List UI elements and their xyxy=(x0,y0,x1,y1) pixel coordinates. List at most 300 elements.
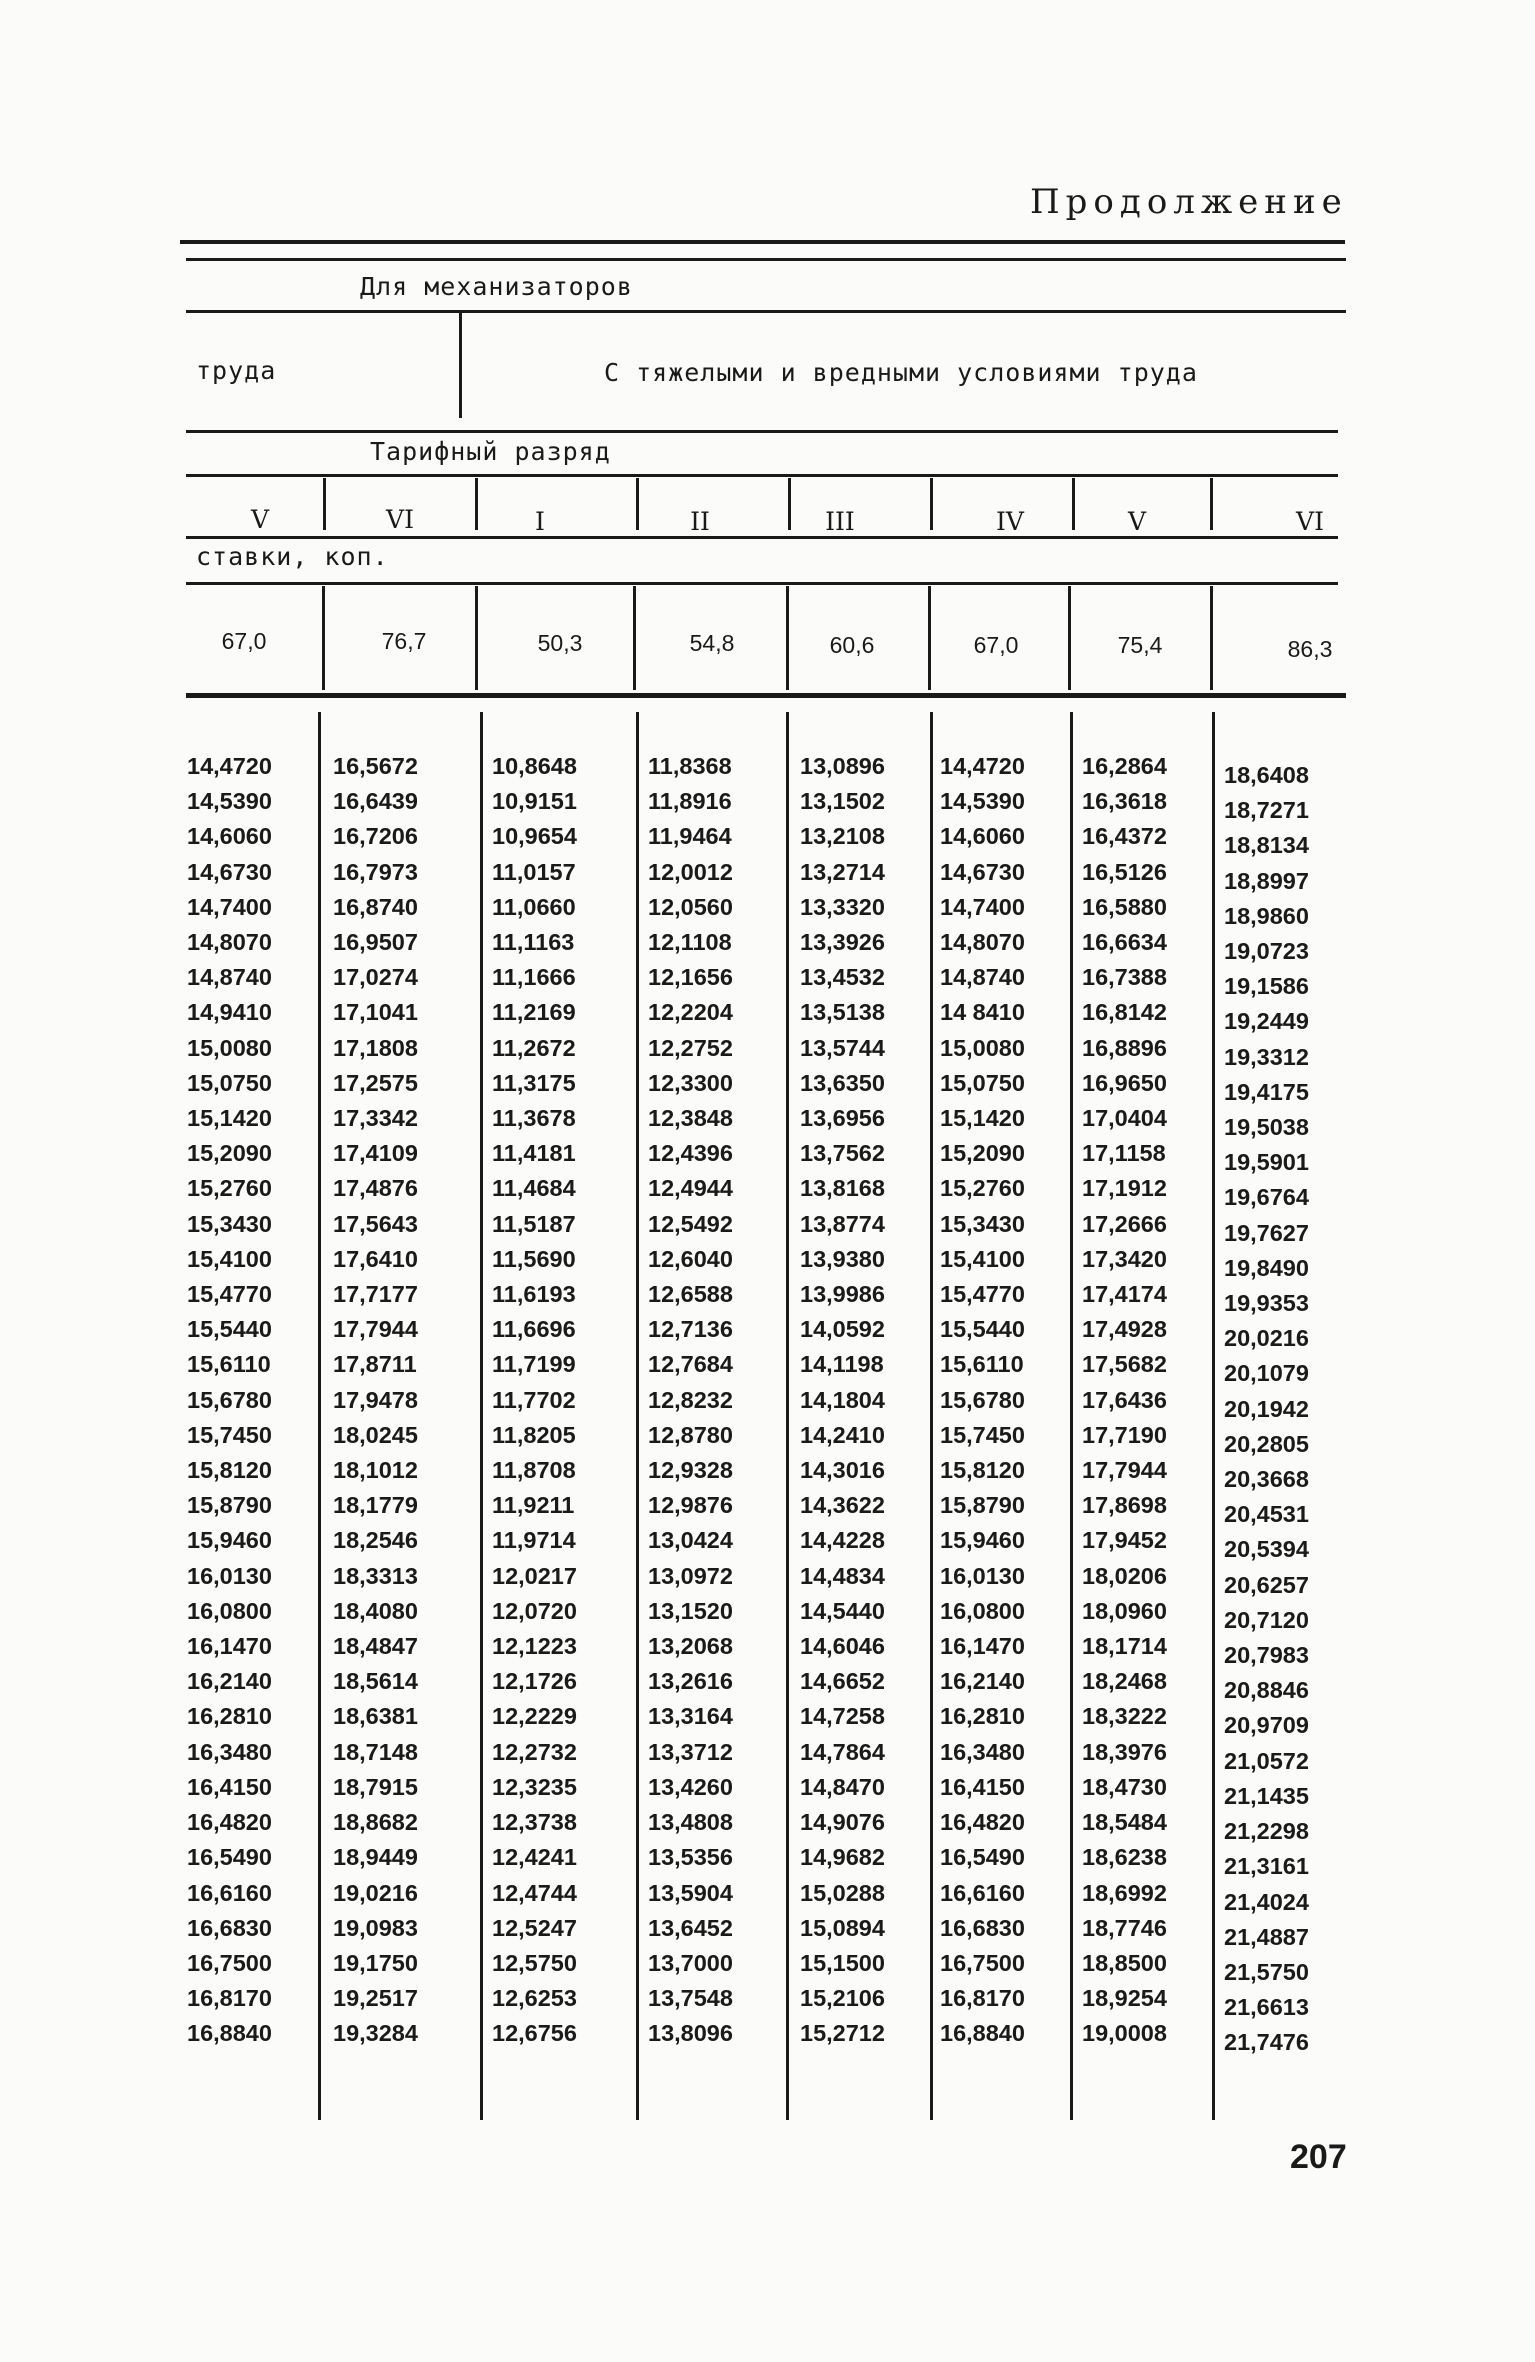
table-cell: 19,4175 xyxy=(1224,1078,1309,1105)
table-cell: 16,8170 xyxy=(940,1985,1025,2012)
table-cell: 19,9353 xyxy=(1224,1290,1309,1317)
top-rule-2 xyxy=(186,258,1346,261)
table-cell: 11,8916 xyxy=(648,788,732,815)
table-cell: 11,2672 xyxy=(492,1034,576,1061)
table-cell: 12,2732 xyxy=(492,1738,577,1765)
header-rates-unit: ставки, коп. xyxy=(196,542,389,571)
table-cell: 14,1198 xyxy=(800,1351,884,1378)
table-cell: 17,6410 xyxy=(333,1245,418,1272)
header-labor: труда xyxy=(196,356,277,385)
table-cell: 16,6160 xyxy=(940,1879,1025,1906)
body-sep-6 xyxy=(1070,712,1073,2120)
table-cell: 13,6350 xyxy=(800,1069,885,1096)
column-4 xyxy=(648,749,733,2052)
table-cell: 15,2090 xyxy=(940,1140,1025,1167)
table-cell: 15,2760 xyxy=(940,1175,1025,1202)
body-sep-4 xyxy=(786,712,789,2120)
table-cell: 15,2106 xyxy=(800,1985,885,2012)
table-cell: 17,0274 xyxy=(333,964,418,991)
table-cell: 16,2810 xyxy=(940,1703,1025,1730)
table-cell: 13,7548 xyxy=(648,1985,733,2012)
table-cell: 13,2068 xyxy=(648,1633,733,1660)
table-cell: 16,3618 xyxy=(1082,788,1167,815)
table-cell: 16,6830 xyxy=(940,1914,1025,1941)
table-cell: 12,0217 xyxy=(492,1562,577,1589)
table-cell: 11,8205 xyxy=(492,1421,576,1448)
table-cell: 14,4720 xyxy=(187,753,272,779)
table-cell: 11,9211 xyxy=(492,1492,575,1519)
table-cell: 17,5643 xyxy=(333,1210,418,1237)
table-cell: 14,7864 xyxy=(800,1738,885,1765)
table-cell: 13,8168 xyxy=(800,1175,885,1202)
table-cell: 11,7702 xyxy=(492,1386,576,1413)
header-tariff-grade: Тарифный разряд xyxy=(370,437,611,466)
table-cell: 16,4372 xyxy=(1082,823,1167,850)
table-cell: 16,8840 xyxy=(940,2020,1025,2047)
table-cell: 18,2468 xyxy=(1082,1668,1167,1695)
column-6 xyxy=(940,749,1025,2052)
table-cell: 16,2810 xyxy=(187,1703,272,1730)
table-cell: 18,7271 xyxy=(1224,797,1309,824)
table-cell: 12,5750 xyxy=(492,1949,577,1976)
table-cell: 16,7500 xyxy=(940,1949,1025,1976)
table-cell: 17,7944 xyxy=(1082,1457,1167,1484)
table-cell: 16,2864 xyxy=(1082,753,1167,779)
table-cell: 14,8070 xyxy=(940,929,1025,956)
table-cell: 14,6730 xyxy=(187,858,272,885)
table-cell: 14,8470 xyxy=(800,1773,885,1800)
table-cell: 12,6756 xyxy=(492,2020,577,2047)
table-cell: 13,9986 xyxy=(800,1281,885,1308)
table-cell: 15,5440 xyxy=(940,1316,1025,1343)
table-cell: 12,5247 xyxy=(492,1914,577,1941)
table-cell: 12,7136 xyxy=(648,1316,733,1343)
grade-sep-2 xyxy=(475,478,478,530)
rate-7: 75,4 xyxy=(1117,632,1163,658)
grade-sep-3 xyxy=(636,478,639,530)
grade-sep-4 xyxy=(788,478,791,530)
table-cell: 17,4928 xyxy=(1082,1316,1167,1343)
table-cell: 15,9460 xyxy=(187,1527,272,1554)
table-cell: 16,8740 xyxy=(333,893,418,920)
table-cell: 16,9650 xyxy=(1082,1069,1167,1096)
table-cell: 13,5744 xyxy=(800,1034,885,1061)
rule-thick-under-rates xyxy=(186,693,1346,698)
table-cell: 18,3222 xyxy=(1082,1703,1167,1730)
grade-5: III xyxy=(825,507,855,536)
table-cell: 13,2714 xyxy=(800,858,885,885)
rule-under-grades xyxy=(186,536,1338,539)
table-cell: 12,4241 xyxy=(492,1844,577,1871)
rate-6: 67,0 xyxy=(973,632,1019,658)
table-cell: 15,2090 xyxy=(187,1140,272,1167)
table-cell: 18,1012 xyxy=(333,1457,418,1484)
table-cell: 16,0800 xyxy=(187,1597,272,1624)
table-cell: 16,7973 xyxy=(333,858,418,885)
table-cell: 18,3313 xyxy=(333,1562,418,1589)
rate-8: 86,3 xyxy=(1287,636,1333,662)
table-cell: 14,8070 xyxy=(187,929,272,956)
table-cell: 16,2140 xyxy=(940,1668,1025,1695)
table-cell: 11,0157 xyxy=(492,858,576,885)
column-3 xyxy=(492,749,577,2052)
table-cell: 13,7562 xyxy=(800,1140,885,1167)
table-cell: 11,8708 xyxy=(492,1457,576,1484)
body-sep-3 xyxy=(636,712,639,2120)
table-cell: 16,7388 xyxy=(1082,964,1167,991)
table-cell: 16,5490 xyxy=(940,1844,1025,1871)
table-cell: 16,0800 xyxy=(940,1597,1025,1624)
rate-sep-1 xyxy=(322,586,325,690)
table-cell: 11,7199 xyxy=(492,1351,576,1378)
table-cell: 18,4847 xyxy=(333,1633,418,1660)
table-cell: 17,7177 xyxy=(333,1281,418,1308)
grade-4: II xyxy=(690,507,710,536)
table-cell: 12,1108 xyxy=(648,929,732,956)
table-cell: 16,4820 xyxy=(187,1809,272,1836)
header-mechanizers: Для механизаторов xyxy=(360,272,633,301)
table-cell: 16,0130 xyxy=(940,1562,1025,1589)
table-cell: 15,8120 xyxy=(940,1457,1025,1484)
table-cell: 18,7148 xyxy=(333,1738,418,1765)
table-cell: 16,2140 xyxy=(187,1668,272,1695)
table-cell: 21,4024 xyxy=(1224,1888,1309,1915)
table-cell: 13,4260 xyxy=(648,1773,733,1800)
table-cell: 16,4150 xyxy=(187,1773,272,1800)
table-cell: 13,5904 xyxy=(648,1879,733,1906)
table-cell: 14,8740 xyxy=(187,964,272,991)
table-cell: 16,3480 xyxy=(187,1738,272,1765)
table-cell: 18,9860 xyxy=(1224,902,1309,929)
rate-3: 50,3 xyxy=(537,630,583,656)
vrule-labor xyxy=(459,312,462,418)
rate-sep-6 xyxy=(1068,586,1071,690)
table-cell: 17,6436 xyxy=(1082,1386,1167,1413)
page-number: 207 xyxy=(1290,2138,1347,2176)
table-cell: 15,1420 xyxy=(940,1105,1025,1132)
table-cell: 14,3622 xyxy=(800,1492,885,1519)
table-cell: 19,1750 xyxy=(333,1949,418,1976)
table-cell: 17,7944 xyxy=(333,1316,418,1343)
table-cell: 15,6780 xyxy=(940,1386,1025,1413)
table-cell: 13,2616 xyxy=(648,1668,733,1695)
table-cell: 18,7915 xyxy=(333,1773,418,1800)
table-cell: 10,9654 xyxy=(492,823,577,850)
column-8 xyxy=(1224,758,1309,2061)
table-cell: 13,3712 xyxy=(648,1738,733,1765)
table-cell: 12,6588 xyxy=(648,1281,733,1308)
table-cell: 15,4100 xyxy=(187,1245,272,1272)
table-cell: 20,6257 xyxy=(1224,1571,1309,1598)
table-cell: 12,4744 xyxy=(492,1879,577,1906)
table-cell: 13,5138 xyxy=(800,999,885,1026)
table-cell: 11,4684 xyxy=(492,1175,576,1202)
table-cell: 13,5356 xyxy=(648,1844,733,1871)
table-cell: 14,6730 xyxy=(940,858,1025,885)
table-cell: 14,0592 xyxy=(800,1316,885,1343)
table-cell: 13,1520 xyxy=(648,1597,733,1624)
table-cell: 15,4100 xyxy=(940,1245,1025,1272)
table-cell: 18,8682 xyxy=(333,1809,418,1836)
rate-sep-4 xyxy=(786,586,789,690)
table-cell: 14,8740 xyxy=(940,964,1025,991)
table-cell: 16,1470 xyxy=(187,1633,272,1660)
table-cell: 11,9464 xyxy=(648,823,732,850)
table-cell: 16,0130 xyxy=(187,1562,272,1589)
table-cell: 15,2712 xyxy=(800,2020,885,2047)
table-cell: 19,7627 xyxy=(1224,1219,1309,1246)
table-cell: 18,6381 xyxy=(333,1703,418,1730)
table-cell: 16,8170 xyxy=(187,1985,272,2012)
table-cell: 17,1912 xyxy=(1082,1175,1167,1202)
table-cell: 19,0008 xyxy=(1082,2020,1167,2047)
table-cell: 11,1163 xyxy=(492,929,575,956)
table-cell: 14,5390 xyxy=(940,788,1025,815)
table-cell: 11,2169 xyxy=(492,999,576,1026)
table-cell: 15,4770 xyxy=(940,1281,1025,1308)
table-cell: 12,0720 xyxy=(492,1597,577,1624)
table-cell: 17,5682 xyxy=(1082,1351,1167,1378)
table-cell: 20,2805 xyxy=(1224,1430,1309,1457)
table-cell: 14,6652 xyxy=(800,1668,885,1695)
table-cell: 16,9507 xyxy=(333,929,418,956)
grade-8: VI xyxy=(1296,507,1324,536)
table-cell: 12,1223 xyxy=(492,1633,577,1660)
body-sep-2 xyxy=(480,712,483,2120)
table-cell: 18,4080 xyxy=(333,1597,418,1624)
body-sep-5 xyxy=(930,712,933,2120)
table-cell: 12,3235 xyxy=(492,1773,577,1800)
table-cell: 20,8846 xyxy=(1224,1677,1309,1704)
table-cell: 14,6060 xyxy=(940,823,1025,850)
table-cell: 15,8790 xyxy=(187,1492,272,1519)
table-cell: 15,7450 xyxy=(187,1421,272,1448)
table-cell: 17,8711 xyxy=(333,1351,417,1378)
table-cell: 21,1435 xyxy=(1224,1782,1309,1809)
table-cell: 19,5038 xyxy=(1224,1114,1309,1141)
table-cell: 15,1420 xyxy=(187,1105,272,1132)
table-cell: 12,2229 xyxy=(492,1703,577,1730)
table-cell: 10,8648 xyxy=(492,753,577,779)
table-cell: 15,0750 xyxy=(940,1069,1025,1096)
table-cell: 20,3668 xyxy=(1224,1466,1309,1493)
table-cell: 16,6160 xyxy=(187,1879,272,1906)
table-cell: 11,1666 xyxy=(492,964,576,991)
table-cell: 21,0572 xyxy=(1224,1747,1309,1774)
table-cell: 14,6060 xyxy=(187,823,272,850)
table-cell: 16,7500 xyxy=(187,1949,272,1976)
rate-4: 54,8 xyxy=(689,630,735,656)
table-cell: 11,9714 xyxy=(492,1527,576,1554)
table-cell: 18,0245 xyxy=(333,1421,418,1448)
rate-sep-5 xyxy=(928,586,931,690)
grade-7: V xyxy=(1127,507,1147,536)
table-cell: 19,6764 xyxy=(1224,1184,1309,1211)
table-cell: 15,4770 xyxy=(187,1281,272,1308)
table-cell: 18,6408 xyxy=(1224,762,1309,788)
table-cell: 14,5440 xyxy=(800,1597,885,1624)
table-cell: 18,8997 xyxy=(1224,867,1309,894)
table-cell: 13,8774 xyxy=(800,1210,885,1237)
table-cell: 19,3312 xyxy=(1224,1043,1309,1070)
table-cell: 12,4944 xyxy=(648,1175,733,1202)
table-cell: 10,9151 xyxy=(492,788,577,815)
grade-2: VI xyxy=(386,505,414,534)
table-cell: 12,3300 xyxy=(648,1069,733,1096)
table-cell: 15,0894 xyxy=(800,1914,885,1941)
table-cell: 14,7400 xyxy=(187,893,272,920)
rule-under-tariff xyxy=(186,474,1338,477)
rate-2: 76,7 xyxy=(381,628,427,654)
table-cell: 11,3678 xyxy=(492,1105,576,1132)
table-cell: 15,6110 xyxy=(187,1351,271,1378)
table-cell: 15,5440 xyxy=(187,1316,272,1343)
rate-sep-3 xyxy=(633,586,636,690)
table-cell: 18,7746 xyxy=(1082,1914,1167,1941)
table-cell: 12,8232 xyxy=(648,1386,733,1413)
table-cell: 14,7400 xyxy=(940,893,1025,920)
table-cell: 14,7258 xyxy=(800,1703,885,1730)
table-cell: 18,4730 xyxy=(1082,1773,1167,1800)
table-cell: 12,3848 xyxy=(648,1105,733,1132)
table-cell: 17,1158 xyxy=(1082,1140,1166,1167)
table-cell: 17,4109 xyxy=(333,1140,418,1167)
rate-5: 60,6 xyxy=(829,632,875,658)
table-cell: 12,1726 xyxy=(492,1668,577,1695)
table-cell: 19,1586 xyxy=(1224,973,1309,1000)
table-cell: 17,1041 xyxy=(333,999,418,1026)
table-cell: 16,8142 xyxy=(1082,999,1167,1026)
table-cell: 12,6040 xyxy=(648,1245,733,1272)
grade-3: I xyxy=(535,507,545,536)
grade-1: V xyxy=(250,505,270,534)
table-cell: 20,0216 xyxy=(1224,1325,1309,1352)
table-cell: 14,6046 xyxy=(800,1633,885,1660)
body-sep-1 xyxy=(318,712,321,2120)
table-cell: 15,0080 xyxy=(940,1034,1025,1061)
table-cell: 14,5390 xyxy=(187,788,272,815)
table-cell: 18,5484 xyxy=(1082,1809,1167,1836)
table-cell: 18,8500 xyxy=(1082,1949,1167,1976)
grade-sep-5 xyxy=(930,478,933,530)
table-cell: 16,6634 xyxy=(1082,929,1167,956)
column-7 xyxy=(1082,749,1167,2052)
rate-1: 67,0 xyxy=(221,628,267,654)
body-sep-7 xyxy=(1212,712,1215,2120)
table-cell: 15,8790 xyxy=(940,1492,1025,1519)
table-cell: 14,9076 xyxy=(800,1809,885,1836)
table-cell: 18,3976 xyxy=(1082,1738,1167,1765)
table-cell: 18,6992 xyxy=(1082,1879,1167,1906)
table-cell: 13,9380 xyxy=(800,1245,885,1272)
table-cell: 12,4396 xyxy=(648,1140,733,1167)
table-cell: 17,9452 xyxy=(1082,1527,1167,1554)
table-cell: 13,7000 xyxy=(648,1949,733,1976)
grade-sep-7 xyxy=(1210,478,1213,530)
table-cell: 14,9410 xyxy=(187,999,272,1026)
table-cell: 19,2517 xyxy=(333,1985,418,2012)
table-cell: 16,5672 xyxy=(333,753,418,779)
table-cell: 15,9460 xyxy=(940,1527,1025,1554)
rule-above-rates xyxy=(186,582,1338,585)
table-cell: 21,7476 xyxy=(1224,2029,1309,2056)
table-cell: 20,1942 xyxy=(1224,1395,1309,1422)
column-5 xyxy=(800,749,885,2052)
table-cell: 20,7120 xyxy=(1224,1606,1309,1633)
table-cell: 21,6613 xyxy=(1224,1994,1309,2021)
table-cell: 16,4820 xyxy=(940,1809,1025,1836)
table-cell: 11,6696 xyxy=(492,1316,576,1343)
table-cell: 20,1079 xyxy=(1224,1360,1309,1387)
table-cell: 13,3164 xyxy=(648,1703,733,1730)
table-cell: 14,2410 xyxy=(800,1421,885,1448)
table-cell: 15,0750 xyxy=(187,1069,272,1096)
table-cell: 11,8368 xyxy=(648,753,732,779)
table-cell: 12,9328 xyxy=(648,1457,733,1484)
table-cell: 19,0983 xyxy=(333,1914,418,1941)
table-cell: 11,0660 xyxy=(492,893,576,920)
table-cell: 19,2449 xyxy=(1224,1008,1309,1035)
table-cell: 15,6780 xyxy=(187,1386,272,1413)
table-cell: 17,0404 xyxy=(1082,1105,1167,1132)
table-cell: 15,2760 xyxy=(187,1175,272,1202)
table-cell: 11,5187 xyxy=(492,1210,576,1237)
table-cell: 13,3320 xyxy=(800,893,885,920)
table-cell: 14,1804 xyxy=(800,1386,885,1413)
rule-under-mechanizers xyxy=(186,310,1346,313)
table-cell: 13,6956 xyxy=(800,1105,885,1132)
table-cell: 16,4150 xyxy=(940,1773,1025,1800)
table-cell: 12,0012 xyxy=(648,858,733,885)
table-cell: 12,7684 xyxy=(648,1351,733,1378)
table-cell: 18,0206 xyxy=(1082,1562,1167,1589)
table-cell: 20,5394 xyxy=(1224,1536,1309,1563)
rate-sep-7 xyxy=(1210,586,1213,690)
table-cell: 17,2666 xyxy=(1082,1210,1167,1237)
table-cell: 12,2204 xyxy=(648,999,733,1026)
table-cell: 16,1470 xyxy=(940,1633,1025,1660)
table-cell: 17,3342 xyxy=(333,1105,418,1132)
header-hard-conditions: С тяжелыми и вредными условиями труда xyxy=(604,358,1198,387)
table-cell: 19,3284 xyxy=(333,2020,418,2047)
table-cell: 15,7450 xyxy=(940,1421,1025,1448)
table-cell: 17,4174 xyxy=(1082,1281,1167,1308)
table-cell: 14,4720 xyxy=(940,753,1025,779)
table-cell: 11,3175 xyxy=(492,1069,576,1096)
rate-sep-2 xyxy=(475,586,478,690)
table-cell: 15,0288 xyxy=(800,1879,885,1906)
table-cell: 18,0960 xyxy=(1082,1597,1167,1624)
table-cell: 12,5492 xyxy=(648,1210,733,1237)
table-cell: 12,6253 xyxy=(492,1985,577,2012)
table-cell: 11,6193 xyxy=(492,1281,576,1308)
table-cell: 16,8840 xyxy=(187,2020,272,2047)
continuation-title: Продолжение xyxy=(1030,182,1348,222)
table-cell: 17,4876 xyxy=(333,1175,418,1202)
table-cell: 16,5490 xyxy=(187,1844,272,1871)
table-cell: 17,7190 xyxy=(1082,1421,1167,1448)
table-cell: 21,5750 xyxy=(1224,1958,1309,1985)
table-cell: 12,8780 xyxy=(648,1421,733,1448)
grade-6: IV xyxy=(996,507,1024,536)
table-cell: 11,4181 xyxy=(492,1140,576,1167)
table-cell: 17,8698 xyxy=(1082,1492,1167,1519)
table-cell: 15,1500 xyxy=(800,1949,885,1976)
column-2 xyxy=(333,749,418,2052)
table-cell: 18,1714 xyxy=(1082,1633,1167,1660)
table-cell: 18,6238 xyxy=(1082,1844,1167,1871)
table-cell: 19,0723 xyxy=(1224,938,1309,965)
